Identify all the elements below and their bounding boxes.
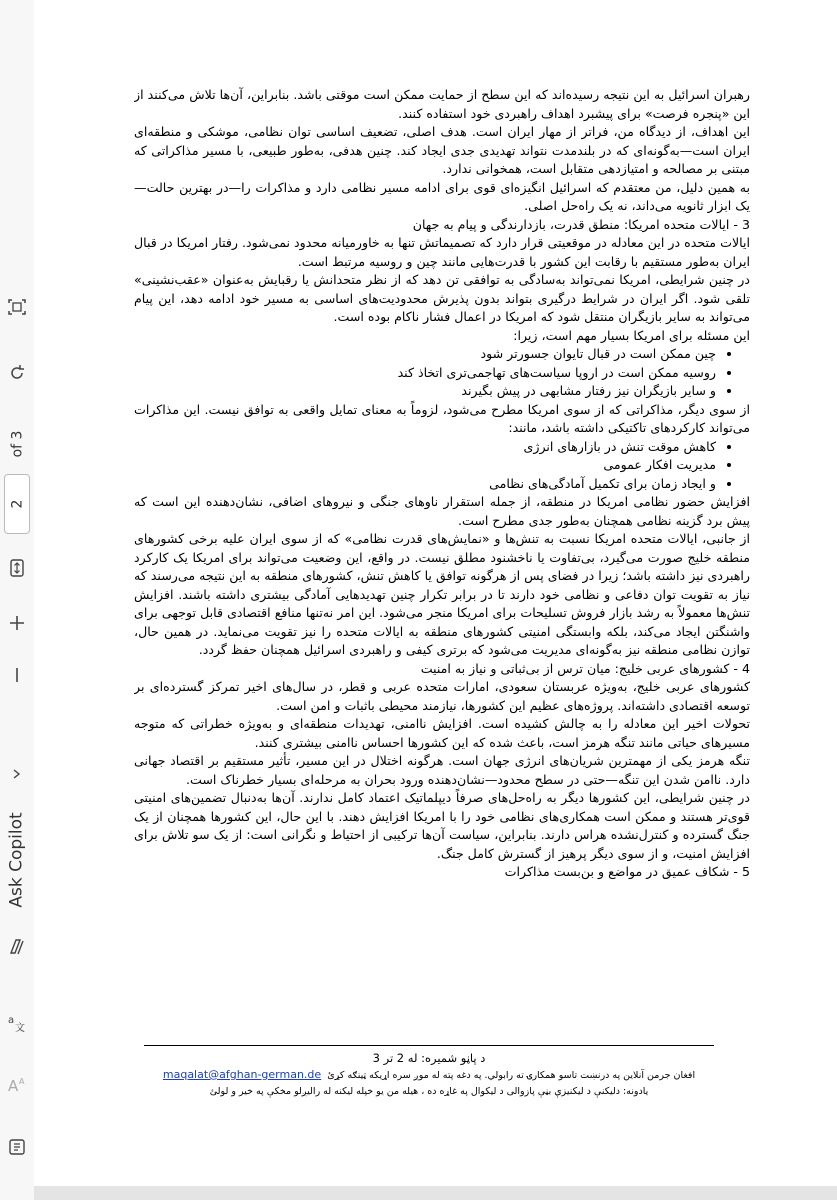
paragraph: ایالات متحده در این معادله در موقعیتی قرار دارد که تصمیماتش تنها به خاورمیانه محدود نمی‌شود. رفتار امریکا در قبال ایران به‌طور مستقیم با رقابت این کشور با قدرت‌هایی مانند چین و روسیه مرتبط است. (134, 235, 750, 269)
svg-text:A: A (8, 1077, 19, 1095)
ask-copilot-button[interactable]: Ask Copilot (7, 812, 27, 908)
section-heading: 5 - شکاف عمیق در مواضع و بن‌بست مذاکرات (504, 864, 750, 879)
paragraph: افزایش حضور نظامی امریکا در منطقه، از جمله استقرار ناوهای جنگی و نیروهای اضافی، نشان‌دهنده این است که پیش برد گزینه نظامی همچنان به‌طور جدی مطرح است. (134, 494, 750, 528)
bullet-list (134, 438, 750, 494)
paragraph: این مسئله برای امریکا بسیار مهم است، زیرا: (513, 327, 750, 343)
bullet-item: • چین ممکن است در قبال تایوان جسورتر شود (134, 345, 716, 364)
viewer-bottom-strip (34, 1186, 837, 1200)
paragraph: در چنین شرایطی، این کشورها دیگر به راه‌حل‌های صرفاً دیپلماتیک اعتماد کامل ندارند. آن‌ها به‌دنبال تضمین‌های امنیتی قوی‌تر هستند و ممکن است همکاری‌های نظامی خود را با امریکا افزایش دهند. با این حال، این کشورها همچنان از یک جنگ گسترده و کنترل‌نشده هراس دارند. بنابراین، سیاست آن‌ها ترکیبی از احتیاط و نگرانی است: از یک سو تلاش برای افزایش امنیت، و از سوی دیگر پرهیز از گسترش کامل جنگ. (134, 790, 750, 861)
footer-email-link[interactable]: maqalat@afghan-german.de (162, 1068, 322, 1081)
zoom-out-icon[interactable] (3, 660, 31, 690)
footer-note: یادونه: دلیکنې د لیکنيزې بڼې پازوالی د لیکوال په غاړه ده ، هیله من یو خپله لیکنه له رالیږلو مخکې په خیر و لولئ (209, 1086, 649, 1097)
translate-icon[interactable] (3, 1008, 31, 1038)
page-number-input[interactable]: 2 (4, 474, 30, 534)
paragraph: کشورهای عربی خلیج، به‌ویژه عربستان سعودی، امارات متحده عربی و قطر، در سال‌های اخیر تمرکز گسترده‌ای بر توسعه اقتصادی داشته‌اند. پروژه‌های عظیم این کشورها، نیازمند محیطی باثبات و امن است. (134, 679, 750, 713)
bullet-item: • مدیریت افکار عمومی (134, 456, 716, 475)
section-heading: 3 - ایالات متحده امریکا: منطق قدرت، بازدارندگی و پیام به جهان (412, 216, 750, 232)
bullet-item: • و سایر بازیگران نیز رفتار مشابهی در پیش بگیرند (134, 382, 716, 401)
text-size-icon[interactable] (3, 1070, 31, 1100)
viewer-toolbar (0, 0, 35, 1200)
footer-publisher (124, 1067, 734, 1084)
paragraph: از سوی دیگر، مذاکراتی که از سوی امریکا مطرح می‌شود، لزوماً به معنای تمایل واقعی به توافق نیست. این مذاکرات می‌تواند کارکردهای تاکتیکی داشته باشد، مانند: (134, 401, 750, 435)
chevron-down-icon[interactable] (3, 762, 31, 786)
bullet-list (134, 345, 750, 401)
page-footer (124, 1049, 734, 1100)
zoom-in-icon[interactable] (3, 608, 31, 638)
page-indicator (0, 412, 34, 548)
section-heading: 4 - کشورهای عربی خلیج: میان ترس از بی‌ثباتی و نیاز به امنیت (420, 660, 750, 676)
bullet-item: • و ایجاد زمان برای تکمیل آمادگی‌های نظامی (134, 475, 716, 494)
page-count: of 3 (9, 430, 26, 458)
svg-text:A: A (19, 1077, 25, 1086)
svg-text:a: a (8, 1015, 15, 1026)
copilot-icon[interactable] (3, 932, 31, 962)
footer-divider (144, 1045, 714, 1046)
bullet-item: • روسیه ممکن است در اروپا سیاست‌های تهاجمی‌تری اتخاذ کند (134, 364, 716, 383)
paragraph: به همین دلیل، من معتقدم که اسرائیل انگیزه‌ای قوی برای ادامه مسیر نظامی دارد و مذاکرات را—در بهترین حالت—یک ابزار ثانویه می‌داند، نه یک راه‌حل اصلی. (134, 179, 750, 213)
svg-text:文: 文 (15, 1023, 25, 1034)
read-aloud-icon[interactable] (3, 1132, 31, 1162)
bullet-item: • کاهش موقت تنش در بازارهای انرژی (134, 438, 716, 457)
document-page (34, 0, 837, 1186)
paragraph: تنگه هرمز یکی از مهمترین شریان‌های انرژی جهان است. هرگونه اختلال در این مسیر، تأثیر مستقیم بر اقتصاد جهانی دارد. ناامن شدن این تنگه—حتی در سطح محدود—نشان‌دهنده ورود بحران به مرحله‌ای بسیار خطرناک است. (134, 753, 750, 787)
scan-icon[interactable] (3, 292, 31, 322)
paragraph: رهبران اسرائیل به این نتیجه رسیده‌اند که این سطح از حمایت ممکن است موقتی باشد. بنابراین، آن‌ها تلاش می‌کنند از این «پنجره فرصت» برای پیشبرد اهداف راهبردی خود استفاده کنند. (134, 87, 750, 121)
paragraph: تحولات اخیر این معادله را به چالش کشیده است. افزایش ناامنی، تهدیدات منطقه‌ای و به‌ویژه خطراتی که متوجه مسیرهای حیاتی مانند تنگه هرمز است، باعث شده که این کشورها احساس ناامنی بیشتری کنند. (134, 716, 750, 750)
paragraph: در چنین شرایطی، امریکا نمی‌تواند به‌سادگی به توافقی تن دهد که از نظر متحدانش یا رقبایش به‌عنوان «عقب‌نشینی» تلقی شود. اگر ایران در شرایط درگیری بتواند بدون پذیرش محدودیت‌های اساسی به مسیر خود ادامه دهد، این پیام می‌تواند به سایر بازیگران منتقل شود که امریکا در اعمال فشار ناکام بوده است. (134, 272, 750, 324)
rotate-icon[interactable] (3, 358, 31, 388)
footer-publisher-text: افغان جرمن آنلاين په درنښت تاسو همکارۍ ته رابولي. په دغه پته له موږ سره اړیکه ټینګه کړئ (327, 1070, 696, 1081)
paragraph: این اهداف، از دیدگاه من، فراتر از مهار ایران است. هدف اصلی، تضعیف اساسی توان نظامی، موشکی و منطقه‌ای ایران است—به‌گونه‌ای که در بلندمدت نتواند تهدیدی جدی ایجاد کند. چنین هدفی، به‌طور طبیعی، با مسیر مذاکراتی که مبتنی بر مصالحه و امتیازدهی متقابل است، همخوانی ندارد. (134, 124, 750, 176)
paragraph: از جانبی، ایالات متحده امریکا نسبت به تنش‌ها و «نمایش‌های قدرت نظامی» که از سوی ایران علیه برخی کشورهای منطقه خلیج صورت می‌گیرد، بی‌تفاوت یا ناخشنود مطلق نیست. در واقع، این وضعیت می‌تواند برای امریکا یک کارکرد راهبردی نیز داشته باشد؛ زیرا در فضای پس از هرگونه توافق یا کاهش تنش، کشورهای منطقه به این نتیجه می‌رسند که نیاز به تقویت توان دفاعی و نظامی خود دارند تا در برابر تکرار چنین تهدیدهایی آمادگی بیشتری داشته باشند. افزایش تنش‌ها معمولاً به رشد بازار فروش تسلیحات برای امریکا منجر می‌شود. این امر نه‌تنها منافع اقتصادی قابل توجهی برای واشنگتن ایجاد می‌کند، بلکه وابستگی امنیتی کشورهای منطقه به ایالات متحده را نیز تقویت می‌نماید. در همین حال، توازن نظامی منطقه نیز به‌گونه‌ای مدیریت می‌شود که برتری کیفی و راهبردی اسرائیل همچنان حفظ گردد. (134, 531, 750, 657)
footer-page-number: د پاڼو شمیره: له 2 تر 3 (372, 1051, 486, 1065)
fit-page-icon[interactable] (3, 553, 31, 583)
document-body (134, 86, 750, 996)
